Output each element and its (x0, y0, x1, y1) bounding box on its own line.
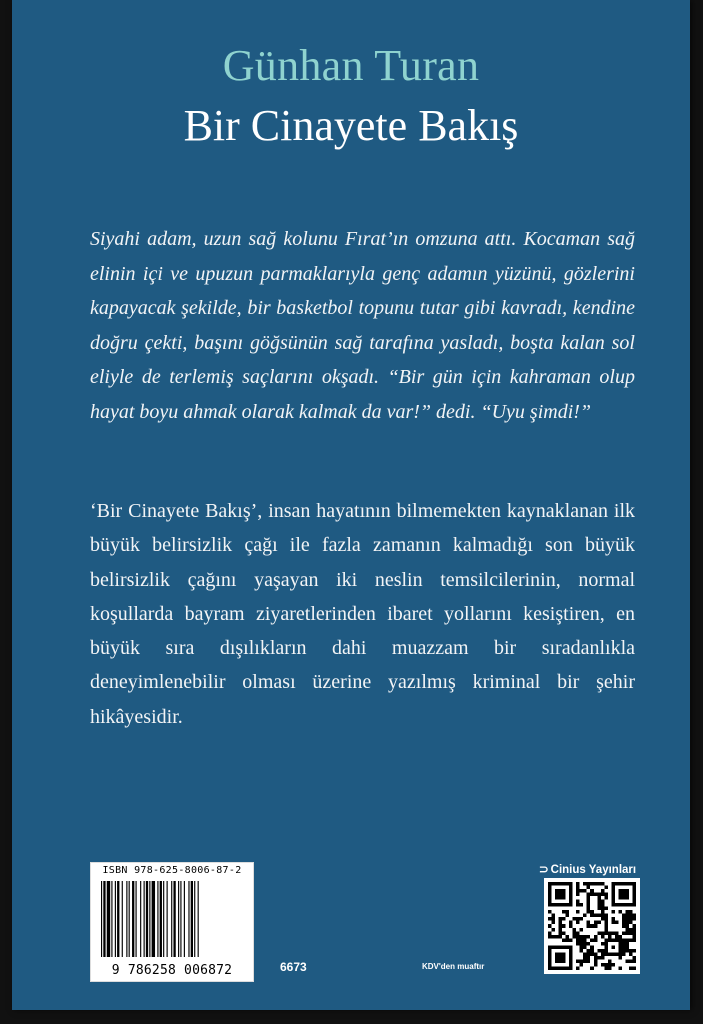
excerpt-quote: Siyahi adam, uzun sağ kolunu Fırat’ın omzuna attı. Kocaman sağ elinin içi ve upuzun parmaklarıyla genç adamın yüzünü, gözlerini kapayacak şekilde, bir basketbol topunu tutar gibi kavradı, kendine doğru çekti, başını göğsünün sağ tarafına yasladı, boşta kalan sol eliyle de terlemiş saçlarını okşadı. “Bir gün için kahraman olup hayat boyu ahmak olarak kalmak da var!” dedi. “Uyu şimdi!” (90, 228, 635, 423)
barcode-digits: 9 786258 006872 (111, 963, 233, 978)
publisher-mark-icon: ⊃ (539, 864, 549, 876)
publisher-logo (539, 862, 636, 876)
qr-code-icon (548, 882, 636, 970)
isbn-label: ISBN 978-625-8006-87-2 (102, 865, 242, 876)
price-code: 6673 (280, 960, 307, 974)
book-back-cover (12, 0, 690, 1010)
tax-exempt-note: KDV'den muaftır (422, 962, 485, 971)
publisher-name: Cinius Yayınları (550, 864, 637, 876)
isbn-barcode (90, 862, 254, 982)
barcode-bars (99, 881, 247, 957)
author-name: Günhan Turan (222, 41, 480, 90)
book-description: ‘Bir Cinayete Bakış’, insan hayatının bilmemekten kaynaklanan ilk büyük belirsizlik çağı ile fazla zamanın kalmadığı son büyük belirsizlik çağını yaşayan iki neslin temsilcilerinin, normal koşullarda bayram ziyaretlerinden ibaret yollarını kesiştiren, en büyük sıra dışılıkların dahi muazzam bir sıradanlıkla deneyimlenebilir olması üzerine yazılmış kriminal bir şehir hikâyesidir. (90, 500, 635, 728)
qr-code[interactable] (544, 878, 640, 974)
book-title: Bir Cinayete Bakış (183, 101, 519, 150)
